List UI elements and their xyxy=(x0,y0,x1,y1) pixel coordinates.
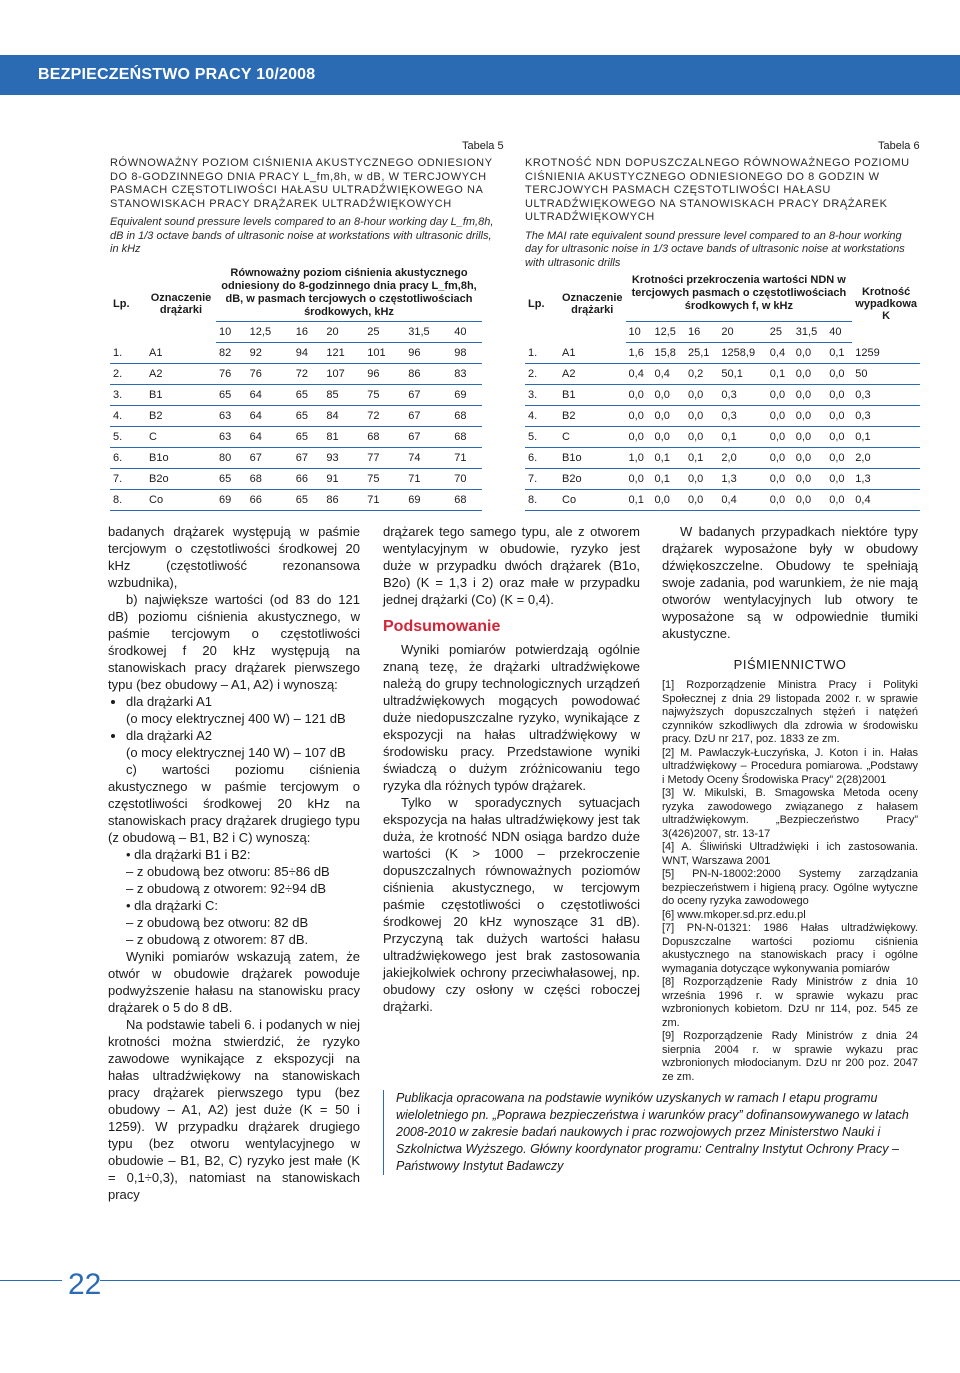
col1-paragraph: Na podstawie tabeli 6. i podanych w niej krotności można stwierdzić, że ryzyko zawodowe wynikające z ekspozycji na hałas ultradźwiękowy na stanowiskach pracy drążarek pierwszego typu (bez obudowy – A1, A2) jest duże (K = 50 i 1259). W przypadku drążarek drugiego typu (bez otworu wentylacyjnego w obudowie – B1, B2, C) ryzyko jest małe (K = 0,1÷0,3), natomiast na stanowiskach pracy xyxy=(108,1017,360,1202)
freq-header-cell: 16 xyxy=(293,322,324,343)
row-lp: 1. xyxy=(525,343,559,364)
col1-bullet: • dla drążarki A2 xyxy=(126,727,360,744)
row-value-cell: 96 xyxy=(405,343,451,364)
col1-bullet-detail: (o mocy elektrycznej 140 W) – 107 dB xyxy=(126,745,346,760)
row-value-cell: 80 xyxy=(216,448,247,469)
col1-list-item: – z obudową z otworem: 92÷94 dB xyxy=(126,881,327,896)
row-value-cell: 15,8 xyxy=(652,343,685,364)
row-value-cell: 0,0 xyxy=(626,427,652,448)
col1-list-item: • dla drążarki B1 i B2: xyxy=(126,847,251,862)
funding-note: Publikacja opracowana na podstawie wyników uzyskanych w ramach I etapu programu wieloletniego pn. „Poprawa bezpieczeństwa i warunków pracy” dofinansowywanego w latach 2008-2010 w zakresie badań naukowych i prac rozwojowych przez Ministerstwo Nauki i Szkolnictwa Wyższego. Główny koordynator programu: Centralny Instytut Ochrony Pracy – Państwowy Instytut Badawczy xyxy=(383,1090,936,1175)
col1-bullet-list xyxy=(108,727,360,744)
row-drill-name: B1 xyxy=(146,385,216,406)
freq-header-cell: 20 xyxy=(718,322,766,343)
row-value-cell: 67 xyxy=(405,406,451,427)
row-lp: 4. xyxy=(525,406,559,427)
table6-caption: Tabela 6 xyxy=(878,140,920,152)
table-row xyxy=(110,448,482,469)
col1-paragraph: Wyniki pomiarów wskazują zatem, że otwór w obudowie drążarek powoduje podwyższenie hałasu na stanowisku pracy drążarek o 5 do 8 dB. xyxy=(108,949,360,1015)
row-value-cell: 1,3 xyxy=(718,469,766,490)
freq-header-cell: 10 xyxy=(216,322,247,343)
reference-item: [8] Rozporządzenie Rady Ministrów z dnia 10 września 1996 r. w sprawie wykazu prac wzbronionych kobietom. DzU nr 114, poz. 545 ze zm. xyxy=(662,976,918,1029)
row-value-cell: 0,3 xyxy=(718,406,766,427)
row-value-cell: 67 xyxy=(247,448,293,469)
row-value-cell: 0,0 xyxy=(826,490,852,511)
row-value-cell: 0,0 xyxy=(626,385,652,406)
row-value-cell: 92 xyxy=(247,343,293,364)
table5-title-pl: RÓWNOWAŻNY POZIOM CIŚNIENIA AKUSTYCZNEGO ODNIESIONY DO 8-GODZINNEGO DNIA PRACY L_fm,8h, w dB, W TERCJOWYCH PASMACH CZĘSTOTLIWOŚCI HAŁASU ULTRADŹWIĘKOWEGO NA STANOWISKACH PRACY DRĄŻAREK ULTRADŹWIĘKOWYCH xyxy=(110,157,493,210)
row-value-cell: 0,0 xyxy=(826,406,852,427)
table6-title-pl: KROTNOŚĆ NDN DOPUSZCZALNEGO RÓWNOWAŻNEGO POZIOMU CIŚNIENIA AKUSTYCZNEGO ODNIESIONEGO DO 8 GODZIN W TERCJOWYCH PASMACH CZĘSTOTLIWOŚCI HAŁASU ULTRADŹWIĘKOWEGO NA STANOWISKACH PRACY DRĄŻAREK ULTRADŹWIĘKOWYCH xyxy=(525,157,910,223)
row-value-cell: 66 xyxy=(293,469,324,490)
row-value-cell: 86 xyxy=(323,490,364,511)
row-value-cell: 1,6 xyxy=(626,343,652,364)
row-value-cell: 0,1 xyxy=(685,448,718,469)
row-value-cell: 0,4 xyxy=(767,343,793,364)
text-column-1 xyxy=(108,523,360,1203)
reference-item: [3] W. Mikulski, B. Smagowska Metoda oceny ryzyka zawodowego związanego z hałasem ultradźwiękowym. „Bezpieczeństwo Pracy” 3(426)2007, str. 13-17 xyxy=(662,787,918,840)
table6-header-lp: Lp. xyxy=(528,297,545,310)
footer-rule xyxy=(100,1280,960,1281)
row-value-cell: 0,0 xyxy=(793,469,826,490)
table5 xyxy=(110,265,482,511)
row-value-cell: 67 xyxy=(405,385,451,406)
freq-header-cell: 40 xyxy=(826,322,852,343)
row-value-cell: 65 xyxy=(293,427,324,448)
row-lp: 5. xyxy=(525,427,559,448)
freq-header-cell: 25 xyxy=(364,322,405,343)
row-value-cell: 0,0 xyxy=(767,490,793,511)
row-value-cell: 67 xyxy=(405,427,451,448)
row-value-cell: 84 xyxy=(323,406,364,427)
row-value-cell: 63 xyxy=(216,406,247,427)
row-value-cell: 0,0 xyxy=(685,406,718,427)
freq-header-cell: 16 xyxy=(685,322,718,343)
table6-grid xyxy=(525,265,920,511)
table-row xyxy=(110,364,482,385)
freq-header-cell: 20 xyxy=(323,322,364,343)
row-value-cell: 50,1 xyxy=(718,364,766,385)
row-drill-name: B2 xyxy=(559,406,626,427)
row-value-cell: 69 xyxy=(451,385,482,406)
table-row xyxy=(525,343,920,364)
row-value-cell: 65 xyxy=(293,490,324,511)
row-value-cell: 75 xyxy=(364,469,405,490)
page-header xyxy=(0,55,960,95)
col2-paragraph: drążarek tego samego typu, ale z otworem wentylacyjnym w obudowie, ryzyko jest duże w przypadku dwóch drążarek (B1o, B2o) (K = 1,3 i 2) oraz małe w przypadku jednej drążarki (Co) (K = 0,4). xyxy=(383,524,640,607)
col1-bullet-list xyxy=(108,693,360,710)
freq-header-cell: 12,5 xyxy=(652,322,685,343)
row-value-cell: 101 xyxy=(364,343,405,364)
row-value-cell: 0,0 xyxy=(826,469,852,490)
row-value-cell: 71 xyxy=(451,448,482,469)
row-k-cell: 0,4 xyxy=(852,490,920,511)
row-value-cell: 69 xyxy=(405,490,451,511)
row-value-cell: 0,0 xyxy=(826,427,852,448)
row-drill-name: A2 xyxy=(146,364,216,385)
row-value-cell: 0,0 xyxy=(652,490,685,511)
row-value-cell: 0,0 xyxy=(767,406,793,427)
table-row xyxy=(110,469,482,490)
row-value-cell: 0,0 xyxy=(767,448,793,469)
row-value-cell: 68 xyxy=(364,427,405,448)
row-drill-name: A1 xyxy=(559,343,626,364)
reference-item: [2] M. Pawlaczyk-Łuczyńska, J. Koton i in. Hałas ultradźwiękowy – Procedura pomiarowa. „Podstawy i Metody Oceny Środowiska Pracy” 2(28)2001 xyxy=(662,746,918,786)
row-value-cell: 0,2 xyxy=(685,364,718,385)
col1-paragraph: b) największe wartości (od 83 do 121 dB) poziomu ciśnienia akustycznego, w paśmie tercjowym o częstotliwości środkowej f 20 kHz występują na stanowiskach pracy drążarek pierwszego typu (bez obudowy – A1, A2) i wynoszą: xyxy=(108,592,360,692)
row-value-cell: 76 xyxy=(216,364,247,385)
table5-grid xyxy=(110,265,482,511)
row-value-cell: 0,4 xyxy=(718,490,766,511)
col2-paragraph: Tylko w sporadycznych sytuacjach ekspozycja na hałas ultradźwiękowy jest tak duża, że krotność NDN osiąga bardzo duże wartości (K > 1000 – przekroczenie dopuszczalnych równoważnych poziomów ciśnienia akustycznego, w tercjowym paśmie częstotliwości o częstotliwości środkowej 20 kHz wynoszące 31 dB). Przyczyną tak dużych wartości hałasu ultradźwiękowego jest brak zastosowania jakiejkolwiek ochrony przeciwhałasowej, np. obudowy czy osłony w części roboczej drążarki. xyxy=(383,795,640,1014)
row-drill-name: Co xyxy=(559,490,626,511)
row-value-cell: 0,0 xyxy=(626,469,652,490)
freq-header-cell: 40 xyxy=(451,322,482,343)
row-value-cell: 93 xyxy=(323,448,364,469)
table-row xyxy=(525,406,920,427)
row-value-cell: 91 xyxy=(323,469,364,490)
row-k-cell: 0,3 xyxy=(852,385,920,406)
row-drill-name: B2o xyxy=(146,469,216,490)
table5-header-name: Oznaczenie drążarki xyxy=(150,291,212,316)
freq-header-cell: 25 xyxy=(767,322,793,343)
row-value-cell: 0,4 xyxy=(626,364,652,385)
row-value-cell: 83 xyxy=(451,364,482,385)
col1-paragraph: c) wartości poziomu ciśnienia akustycznego w paśmie tercjowym o częstotliwości środkowej 20 kHz na stanowiskach pracy drążarek drugiego typu (z obudową – B1, B2 i C) wynoszą: xyxy=(108,762,360,845)
row-value-cell: 65 xyxy=(216,469,247,490)
references-heading: PIŚMIENNICTWO xyxy=(733,657,847,672)
table6-header-k: Krotność wypadkowa K xyxy=(855,285,918,322)
table5-caption: Tabela 5 xyxy=(462,140,504,152)
row-value-cell: 25,1 xyxy=(685,343,718,364)
col1-list-item: – z obudową bez otworu: 82 dB xyxy=(126,915,309,930)
footer-rule xyxy=(0,1280,62,1281)
row-value-cell: 96 xyxy=(364,364,405,385)
row-value-cell: 68 xyxy=(451,427,482,448)
row-value-cell: 68 xyxy=(451,490,482,511)
table5-title-en: Equivalent sound pressure levels compared to an 8-hour working day L_fm,8h, dB in 1/3 octave bands of ultrasonic noise at workstations with ultrasonic drills, in kHz xyxy=(110,216,494,255)
row-value-cell: 0,1 xyxy=(718,427,766,448)
table-row xyxy=(525,490,920,511)
reference-item: [7] PN-N-01321: 1986 Hałas ultradźwiękowy. Dopuszczalne wartości poziomu ciśnienia akustycznego na stanowiskach pracy i ogólne wymagania dotyczące wykonywania pomiarów xyxy=(662,922,918,975)
row-value-cell: 72 xyxy=(293,364,324,385)
col1-bullet-detail: (o mocy elektrycznej 400 W) – 121 dB xyxy=(126,711,346,726)
freq-header-cell: 12,5 xyxy=(247,322,293,343)
row-lp: 7. xyxy=(110,469,146,490)
reference-item: [9] Rozporządzenie Rady Ministrów z dnia 24 sierpnia 2004 r. w sprawie wykazu prac wzbronionych młodocianym. DzU nr 200 poz. 2047 ze zm. xyxy=(662,1030,918,1083)
row-lp: 8. xyxy=(525,490,559,511)
reference-item: [5] PN-N-18002:2000 Systemy zarządzania bezpieczeństwem i higieną pracy. Ogólne wytyczne do oceny ryzyka zawodowego xyxy=(662,868,918,907)
row-value-cell: 76 xyxy=(247,364,293,385)
table6 xyxy=(525,265,920,511)
references-list xyxy=(662,679,918,1084)
row-drill-name: C xyxy=(559,427,626,448)
reference-item: [4] A. Śliwiński Ultradźwięki i ich zastosowania. WNT, Warszawa 2001 xyxy=(662,841,918,867)
row-value-cell: 63 xyxy=(216,427,247,448)
row-value-cell: 64 xyxy=(247,406,293,427)
row-drill-name: B1o xyxy=(146,448,216,469)
row-value-cell: 98 xyxy=(451,343,482,364)
row-drill-name: Co xyxy=(146,490,216,511)
row-value-cell: 0,1 xyxy=(652,448,685,469)
row-value-cell: 85 xyxy=(323,385,364,406)
text-column-2 xyxy=(383,523,640,1015)
row-value-cell: 65 xyxy=(216,385,247,406)
row-lp: 8. xyxy=(110,490,146,511)
col3-paragraph: W badanych przypadkach niektóre typy drążarek wyposażone były w obudowy dźwiękoszczelne. Obudowy te spełniają swoje zadania, pod warunkiem, że nie mają otworów wentylacyjnych lub otwory te wyposażone są w odpowiednie tłumiki akustyczne. xyxy=(662,524,918,641)
row-value-cell: 0,0 xyxy=(685,469,718,490)
row-value-cell: 0,1 xyxy=(826,343,852,364)
header-title: BEZPIECZEŃSTWO PRACY 10/2008 xyxy=(38,66,316,83)
col2-paragraph: Wyniki pomiarów potwierdzają ogólnie znaną tezę, że drążarki ultradźwiękowe należą do grupy technologicznych urządzeń ultradźwiękowych mogących powodować duże niedopuszczalne ryzyko, wynikające z ekspozycji na hałas ultradźwiękowy w środowisku pracy. Przedstawione wyniki świadczą o dużym zróżnicowaniu tego ryzyka dla różnych typów drążarek. xyxy=(383,642,640,793)
row-k-cell: 0,1 xyxy=(852,427,920,448)
row-value-cell: 107 xyxy=(323,364,364,385)
table-row xyxy=(525,385,920,406)
row-lp: 3. xyxy=(110,385,146,406)
row-value-cell: 0,0 xyxy=(652,406,685,427)
row-lp: 1. xyxy=(110,343,146,364)
row-value-cell: 0,0 xyxy=(767,427,793,448)
row-value-cell: 0,0 xyxy=(652,385,685,406)
reference-item: [1] Rozporządzenie Ministra Pracy i Polityki Społecznej z dnia 29 listopada 2002 r. w sprawie najwyższych dopuszczalnych stężeń i natężeń czynników szkodliwych dla zdrowia w środowisku pracy. DzU nr 217, poz. 1833 ze zm. xyxy=(662,679,918,745)
row-value-cell: 0,0 xyxy=(793,427,826,448)
col1-paragraph: badanych drążarek występują w paśmie tercjowym o częstotliwości środkowej 20 kHz (częstotliwość rezonansowa wzbudnika), xyxy=(108,524,360,590)
row-value-cell: 69 xyxy=(216,490,247,511)
row-k-cell: 0,3 xyxy=(852,406,920,427)
row-value-cell: 71 xyxy=(364,490,405,511)
row-value-cell: 74 xyxy=(405,448,451,469)
row-value-cell: 0,0 xyxy=(826,385,852,406)
table6-titles xyxy=(525,157,920,270)
row-lp: 2. xyxy=(110,364,146,385)
row-value-cell: 81 xyxy=(323,427,364,448)
table-row xyxy=(110,385,482,406)
table5-header-group: Równoważny poziom ciśnienia akustycznego odniesiony do 8-godzinnego dnia pracy L_fm,8h, dB, w pasmach tercjowych o częstotliwościach środkowych, kHz xyxy=(221,267,477,318)
table6-header-group: Krotności przekroczenia wartości NDN w tercjowych pasmach o częstotliwościach środkowych f, w kHz xyxy=(631,273,847,312)
row-value-cell: 72 xyxy=(364,406,405,427)
row-value-cell: 0,1 xyxy=(652,469,685,490)
row-value-cell: 65 xyxy=(293,385,324,406)
col1-bullet: • dla drążarki A1 xyxy=(126,693,360,710)
row-lp: 5. xyxy=(110,427,146,448)
row-value-cell: 0,0 xyxy=(767,385,793,406)
row-drill-name: B2 xyxy=(146,406,216,427)
table6-header-name: Oznaczenie drążarki xyxy=(562,291,623,316)
row-value-cell: 0,0 xyxy=(793,406,826,427)
table-row xyxy=(110,343,482,364)
row-value-cell: 0,0 xyxy=(767,469,793,490)
row-drill-name: A1 xyxy=(146,343,216,364)
row-value-cell: 1258,9 xyxy=(718,343,766,364)
table-row xyxy=(525,448,920,469)
row-value-cell: 0,1 xyxy=(626,490,652,511)
row-value-cell: 0,0 xyxy=(793,448,826,469)
row-k-cell: 1259 xyxy=(852,343,920,364)
row-value-cell: 0,0 xyxy=(826,364,852,385)
row-value-cell: 1,0 xyxy=(626,448,652,469)
reference-item: [6] www.mkoper.sd.prz.edu.pl xyxy=(662,908,806,921)
row-value-cell: 0,0 xyxy=(826,448,852,469)
row-lp: 6. xyxy=(110,448,146,469)
row-value-cell: 0,0 xyxy=(685,490,718,511)
row-k-cell: 2,0 xyxy=(852,448,920,469)
row-value-cell: 0,0 xyxy=(685,427,718,448)
row-value-cell: 71 xyxy=(405,469,451,490)
row-value-cell: 2,0 xyxy=(718,448,766,469)
row-k-cell: 1,3 xyxy=(852,469,920,490)
table5-titles xyxy=(110,157,502,257)
row-drill-name: C xyxy=(146,427,216,448)
row-value-cell: 65 xyxy=(293,406,324,427)
table5-header-lp: Lp. xyxy=(113,297,130,310)
row-value-cell: 121 xyxy=(323,343,364,364)
row-drill-name: A2 xyxy=(559,364,626,385)
row-value-cell: 0,0 xyxy=(793,343,826,364)
row-value-cell: 0,4 xyxy=(652,364,685,385)
row-lp: 6. xyxy=(525,448,559,469)
table-row xyxy=(110,490,482,511)
row-value-cell: 68 xyxy=(451,406,482,427)
row-drill-name: B1 xyxy=(559,385,626,406)
table-row xyxy=(110,406,482,427)
row-value-cell: 0,0 xyxy=(652,427,685,448)
row-value-cell: 82 xyxy=(216,343,247,364)
row-drill-name: B2o xyxy=(559,469,626,490)
col1-list-item: • dla drążarki C: xyxy=(126,898,218,913)
summary-heading: Podsumowanie xyxy=(383,618,501,635)
row-lp: 4. xyxy=(110,406,146,427)
row-value-cell: 0,3 xyxy=(718,385,766,406)
freq-header-cell: 31,5 xyxy=(793,322,826,343)
freq-header-cell: 31,5 xyxy=(405,322,451,343)
row-value-cell: 94 xyxy=(293,343,324,364)
row-value-cell: 0,1 xyxy=(767,364,793,385)
row-value-cell: 0,0 xyxy=(793,364,826,385)
row-value-cell: 67 xyxy=(293,448,324,469)
row-value-cell: 70 xyxy=(451,469,482,490)
row-lp: 7. xyxy=(525,469,559,490)
row-value-cell: 0,0 xyxy=(626,406,652,427)
row-value-cell: 64 xyxy=(247,427,293,448)
row-value-cell: 75 xyxy=(364,385,405,406)
row-lp: 3. xyxy=(525,385,559,406)
row-k-cell: 50 xyxy=(852,364,920,385)
row-value-cell: 66 xyxy=(247,490,293,511)
table-row xyxy=(110,427,482,448)
row-value-cell: 64 xyxy=(247,385,293,406)
row-value-cell: 0,0 xyxy=(685,385,718,406)
text-column-3 xyxy=(662,523,918,1084)
row-value-cell: 0,0 xyxy=(793,385,826,406)
row-value-cell: 68 xyxy=(247,469,293,490)
row-value-cell: 0,0 xyxy=(793,490,826,511)
col1-list-item: – z obudową z otworem: 87 dB. xyxy=(126,932,309,947)
row-drill-name: B1o xyxy=(559,448,626,469)
page-number: 22 xyxy=(68,1268,102,1301)
table-row xyxy=(525,364,920,385)
row-value-cell: 86 xyxy=(405,364,451,385)
col1-list-item: – z obudową bez otworu: 85÷86 dB xyxy=(126,864,330,879)
table-row xyxy=(525,469,920,490)
table6-title-en: The MAI rate equivalent sound pressure level compared to an 8-hour working day for ultrasonic noise in 1/3 octave bands of ultrasonic noise at workstations with ultrasonic drills xyxy=(525,229,905,269)
table-row xyxy=(525,427,920,448)
row-lp: 2. xyxy=(525,364,559,385)
row-value-cell: 77 xyxy=(364,448,405,469)
freq-header-cell: 10 xyxy=(626,322,652,343)
